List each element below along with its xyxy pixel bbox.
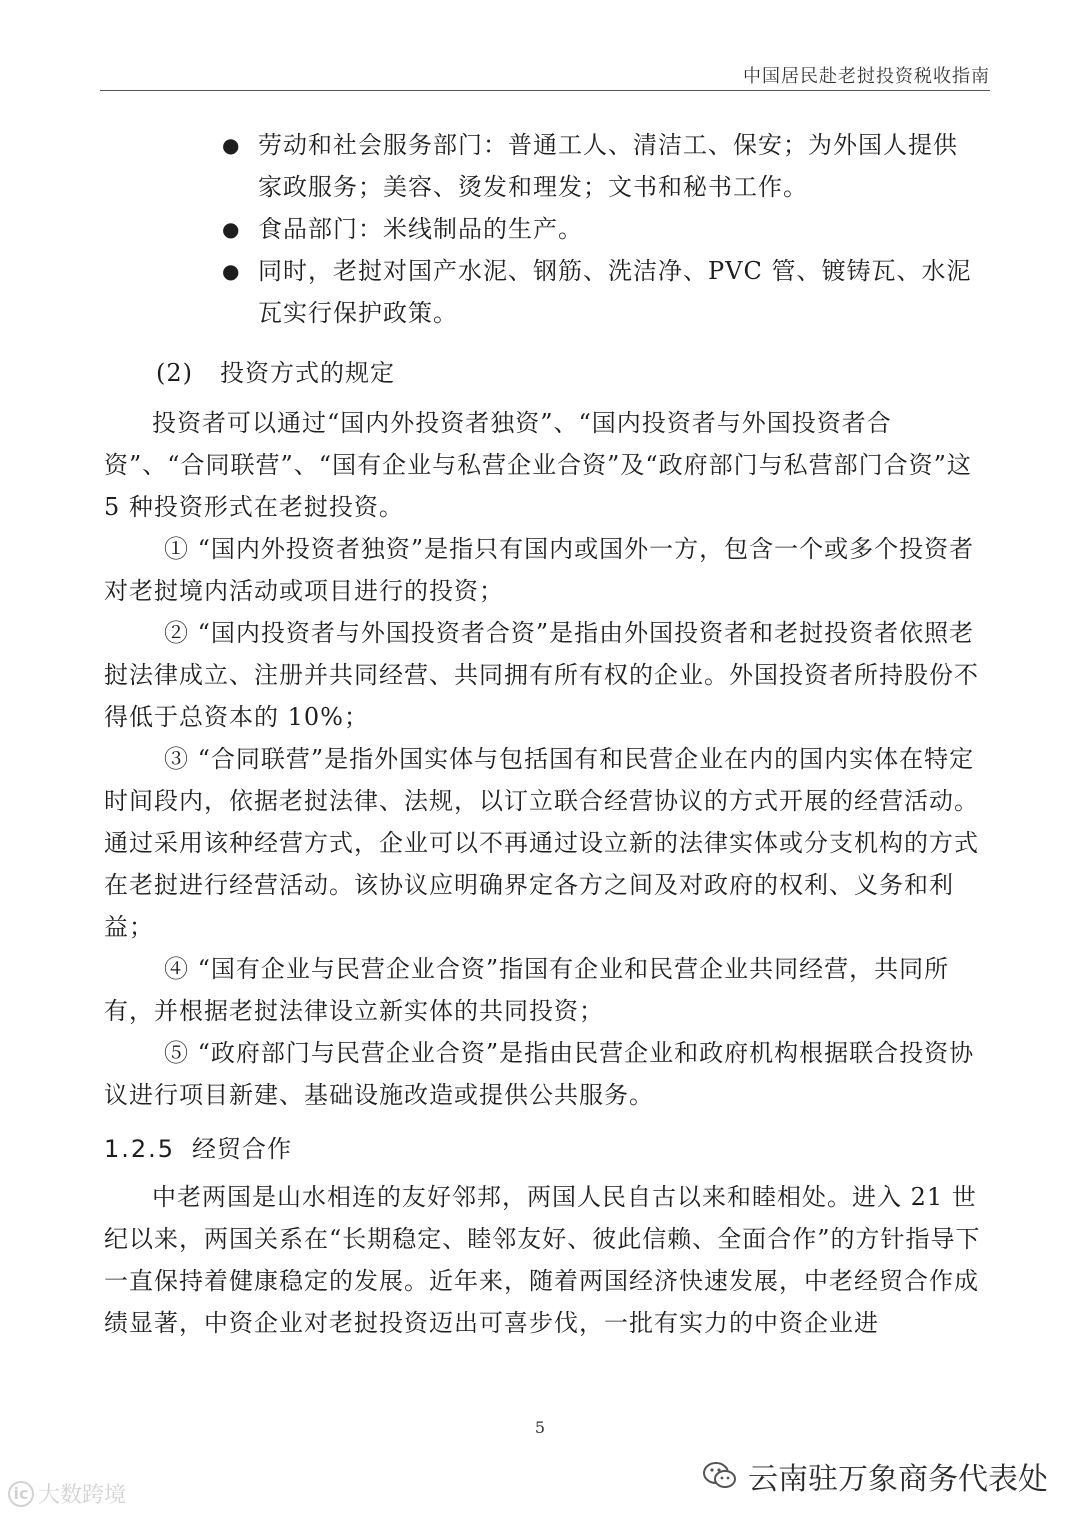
investment-form-item: ④ “国有企业与民营企业合资”指国有企业和民营企业共同经营，共同所有，并根据老挝法律设立新实体的共同投资； [104, 955, 950, 1025]
bullet-list [104, 124, 988, 334]
wechat-icon [702, 1460, 738, 1492]
watermark-left-text: 大数跨境 [38, 1483, 127, 1508]
bullet-line: 瓦实行保护政策。 [258, 299, 458, 327]
section-paragraph: 中老两国是山水相连的友好邻邦，两国人民自古以来和睦相处。进入 21 世纪以来，两国关系在“长期稳定、睦邻友好、彼此信赖、全面合作”的方针指导下一直保持着健康稳定的发展。近年来，随着两国经济快速发展，中老经贸合作成绩显著，中资企业对老挝投资迈出可喜步伐，一批有实力的中资企业进 [104, 1183, 981, 1337]
section-title: 经贸合作 [192, 1135, 292, 1163]
body-text [104, 124, 988, 1344]
header-rule [100, 90, 990, 91]
bullet-dot-icon: ● [222, 133, 241, 157]
investment-form-item: ② “国内投资者与外国投资者合资”是指由外国投资者和老挝投资者依照老挝法律成立、注册并共同经营、共同拥有所有权的企业。外国投资者所持股份不得低于总资本的 10%； [104, 619, 979, 731]
bullet-dot-icon: ● [222, 217, 241, 241]
brand-logo-icon: ic [8, 1481, 34, 1507]
bullet-item [104, 208, 988, 250]
bullet-line: 家政服务；美容、烫发和理发；文书和秘书工作。 [258, 173, 808, 201]
watermark-right-text: 云南驻万象商务代表处 [748, 1462, 1048, 1497]
bullet-item [104, 250, 988, 334]
bullet-line: 同时，老挝对国产水泥、钢筋、洗洁净、PVC 管、镀铸瓦、水泥 [258, 257, 972, 285]
page-number: 5 [534, 1418, 546, 1437]
intro-paragraph: 投资者可以通过“国内外投资者独资”、“国内投资者与外国投资者合资”、“合同联营”、“国有企业与私营企业合资”及“政府部门与私营部门合资”这 5 种投资形式在老挝投资。 [104, 409, 972, 521]
subsection-number: (2) [156, 359, 193, 387]
watermark-right [702, 1454, 1048, 1498]
running-header: 中国居民赴老挝投资税收指南 [743, 66, 990, 87]
bullet-line: 劳动和社会服务部门：普通工人、清洁工、保安；为外国人提供 [258, 131, 958, 159]
investment-form-item: ③ “合同联营”是指外国实体与包括国有和民营企业在内的国内实体在特定时间段内，依据老挝法律、法规，以订立联合经营协议的方式开展的经营活动。通过采用该种经营方式，企业可以不再通过设立新的法律实体或分支机构的方式在老挝进行经营活动。该协议应明确界定各方之间及对政府的权利、义务和利益； [104, 745, 979, 941]
subsection-title: 投资方式的规定 [220, 359, 395, 387]
section-heading [104, 1128, 988, 1170]
investment-form-item: ① “国内外投资者独资”是指只有国内或国外一方，包含一个或多个投资者对老挝境内活动或项目进行的投资； [104, 535, 975, 605]
investment-form-item: ⑤ “政府部门与民营企业合资”是指由民营企业和政府机构根据联合投资协议进行项目新建、基础设施改造或提供公共服务。 [104, 1039, 975, 1109]
bullet-line: 食品部门：米线制品的生产。 [258, 215, 583, 243]
watermark-left [8, 1478, 126, 1509]
bullet-dot-icon: ● [222, 259, 241, 283]
bullet-item [104, 124, 988, 208]
section-number: 1.2.5 [104, 1135, 176, 1163]
subsection-heading [104, 352, 988, 394]
